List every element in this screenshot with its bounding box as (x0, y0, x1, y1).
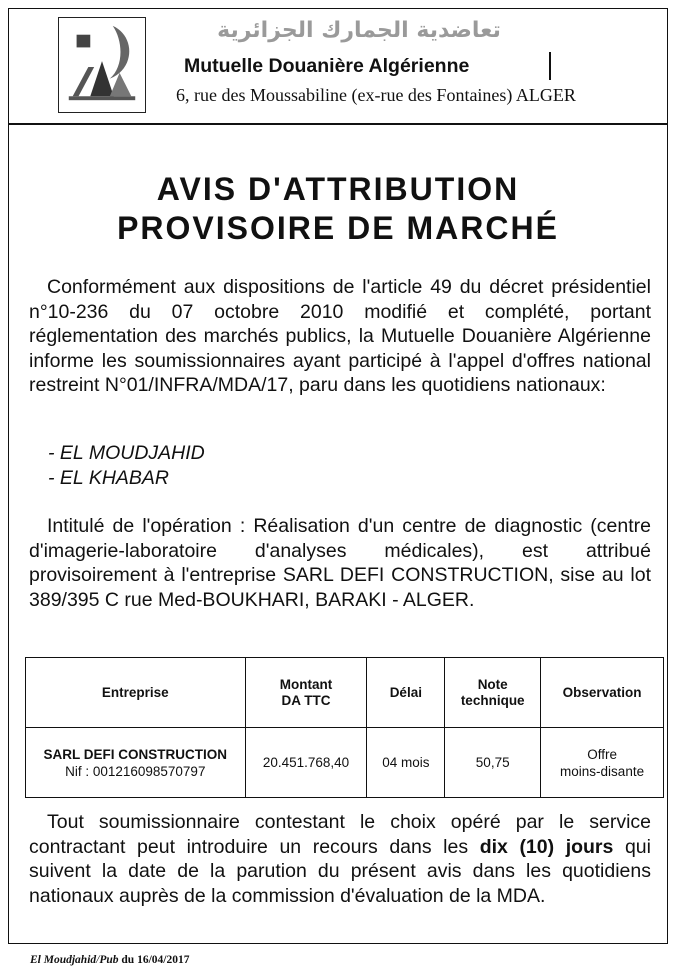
cell-entreprise (26, 728, 246, 798)
mda-logo-icon (58, 17, 146, 113)
newspaper-item: - EL MOUDJAHID (48, 442, 205, 464)
header-entreprise: Entreprise (26, 658, 246, 728)
appeal-deadline: dix (10) jours (479, 835, 614, 858)
newspaper-item: - EL KHABAR (48, 466, 170, 489)
notice-title (8, 170, 668, 248)
cell-observation: Offre moins-disante (541, 728, 664, 798)
operation-text: Intitulé de l'opération : Réalisation d'un centre de diagnostic (centre d'imagerie-laboratoire d'analyses médicales), est attribué provisoirement à l'entreprise SARL DEFI CONSTRUCTION, sise au lot 389/395 C rue Med-BOUKHARI, BARAKI - ALGER. (29, 515, 651, 611)
award-table (25, 657, 664, 798)
header-note: Note technique (445, 658, 541, 728)
header-divider (8, 123, 668, 125)
org-name-french: Mutuelle Douanière Algérienne (184, 55, 470, 77)
header-delai: Délai (367, 658, 445, 728)
publication-footer (30, 954, 189, 966)
table-header-row (26, 658, 664, 728)
org-name-arabic: تعاضدية الجمارك الجزائرية (217, 18, 501, 43)
org-address: 6, rue des Moussabiline (ex-rue des Fontaines) ALGER (176, 85, 576, 105)
appeal-paragraph (29, 810, 651, 908)
header-observation: Observation (541, 658, 664, 728)
org-name-divider (549, 52, 551, 80)
cell-note: 50,75 (445, 728, 541, 798)
cell-montant: 20.451.768,40 (245, 728, 367, 798)
operation-paragraph (29, 514, 651, 612)
footer-date: du 16/04/2017 (118, 954, 190, 966)
title-line-1: AVIS D'ATTRIBUTION (156, 171, 520, 207)
cell-delai: 04 mois (367, 728, 445, 798)
header-montant: Montant DA TTC (245, 658, 367, 728)
company-name: SARL DEFI CONSTRUCTION (43, 746, 228, 762)
footer-paper: El Moudjahid (30, 954, 97, 966)
intro-text: Conformément aux dispositions de l'article 49 du décret présidentiel n°10-236 du 07 octobre 2010 modifié et complété, portant réglementation des marchés publics, la Mutuelle Douanière Algérienne informe les soumissionnaires ayant participé à l'appel d'offres national restreint N°01/INFRA/MDA/17, paru dans les quotidiens nationaux: (29, 276, 651, 396)
company-nif: Nif : 001216098570797 (65, 763, 206, 779)
table-row (26, 728, 664, 798)
footer-separator: / (96, 954, 100, 966)
appeal-text-before: Tout soumissionnaire contestant le choix opéré par le service contractant peut introduire un recours dans les (29, 811, 651, 858)
newspaper-list (48, 441, 205, 490)
appeal-text-after: qui suivent la date de la parution du présent avis dans les quotidiens nationaux auprès de la commission d'évaluation de la MDA. (29, 835, 651, 907)
title-line-2: PROVISOIRE DE MARCHÉ (117, 210, 559, 246)
footer-pub: Pub (99, 954, 119, 966)
intro-paragraph (29, 275, 651, 398)
